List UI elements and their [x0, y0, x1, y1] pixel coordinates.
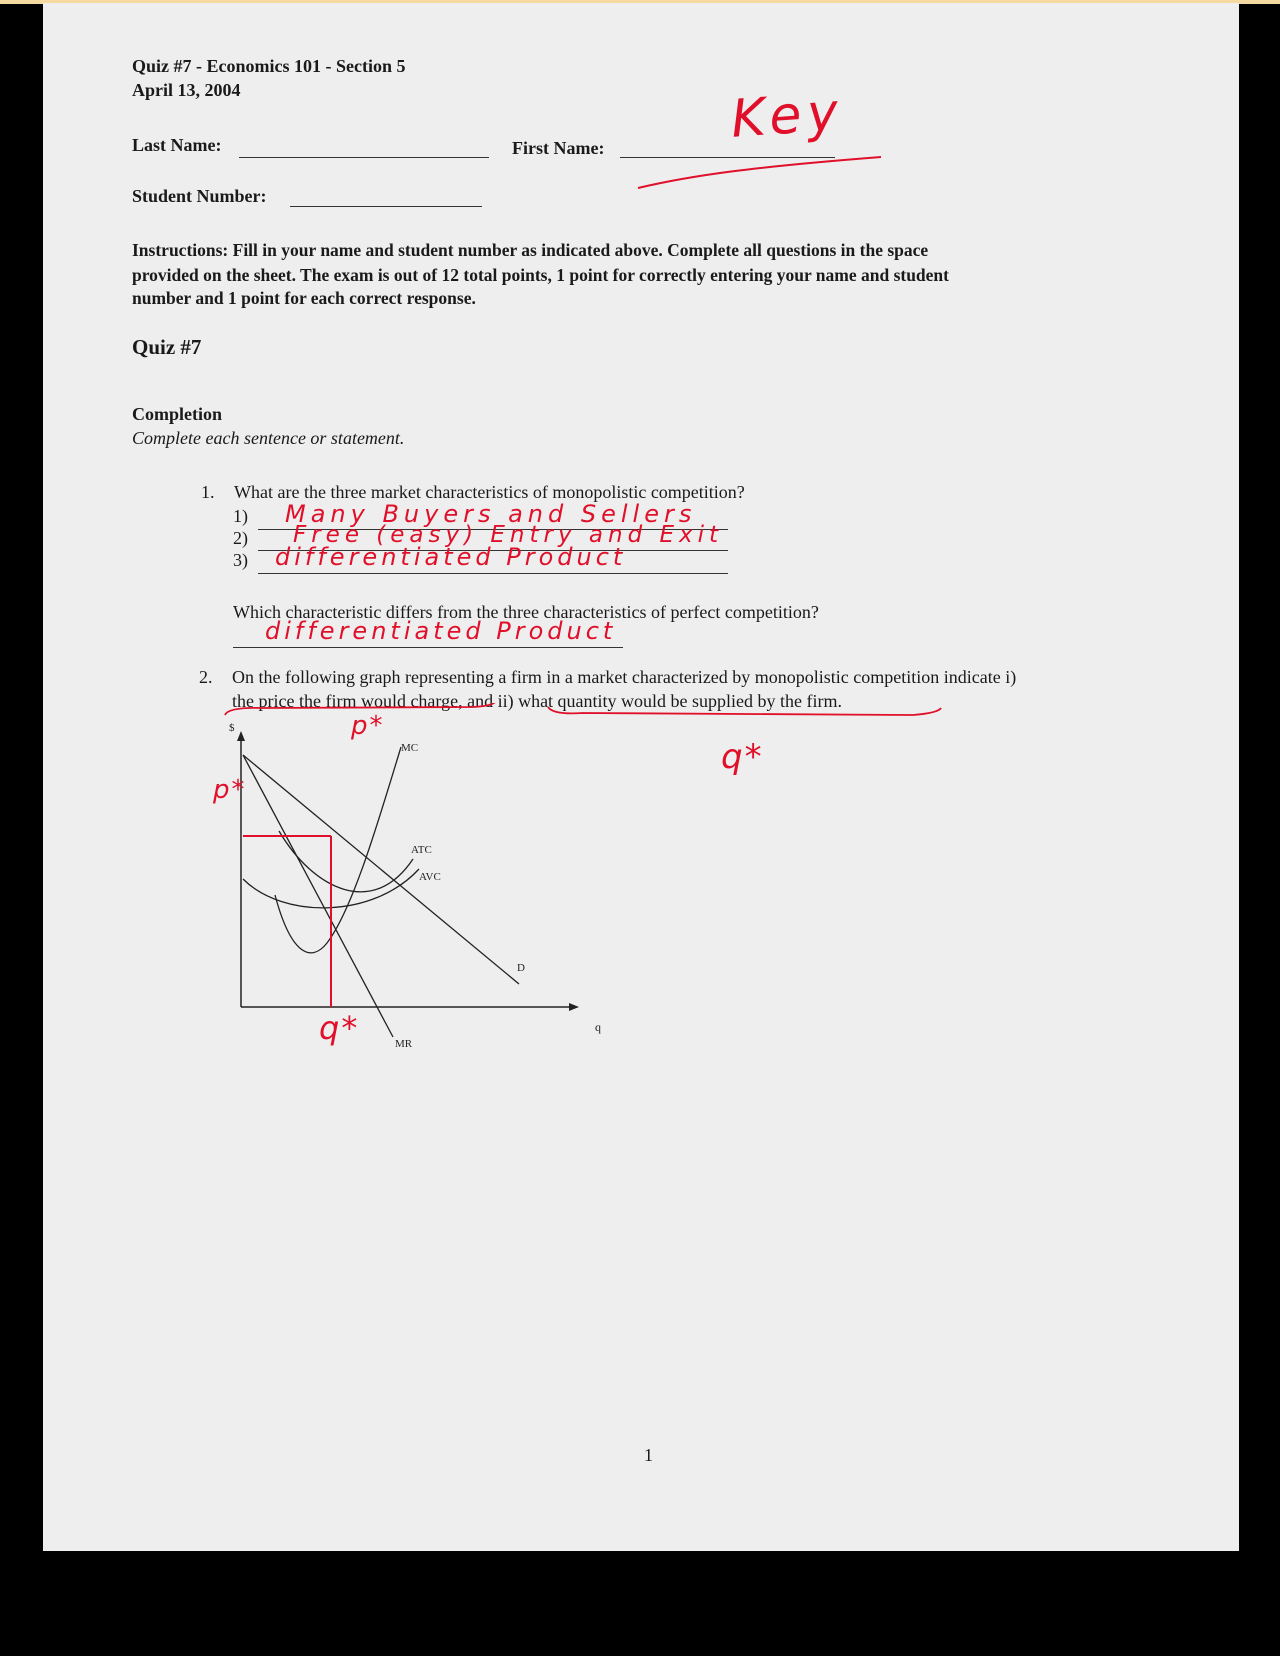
question-2-price-answer: p*: [351, 711, 385, 741]
completion-heading: Completion: [132, 404, 222, 424]
x-axis-arrow: [569, 1003, 579, 1011]
atc-label: ATC: [411, 844, 432, 856]
last-name-field[interactable]: [239, 157, 489, 158]
marginal-revenue-curve: [243, 755, 393, 1037]
q1-item-2-label: 2): [233, 528, 248, 548]
quiz-page: [43, 3, 1239, 1551]
q1-item-1-label: 1): [233, 506, 248, 526]
question-2-number: 2.: [199, 667, 213, 687]
q1-item-2-answer: Free (easy) Entry and Exit: [293, 522, 724, 548]
instructions-line-2: provided on the sheet. The exam is out of 12 total points, 1 point for correctly entering your name and student: [132, 265, 949, 285]
question-2-quantity-answer: q*: [721, 737, 764, 777]
q1-followup-line: [233, 647, 623, 648]
demand-label: D: [517, 962, 525, 974]
mr-label: MR: [395, 1038, 413, 1050]
q1-item-3-answer: differentiated Product: [275, 543, 627, 571]
quiz-title: Quiz #7 - Economics 101 - Section 5: [132, 56, 406, 76]
q1-followup-answer: differentiated Product: [265, 617, 617, 645]
q1-item-3-label: 3): [233, 550, 248, 570]
scan-border-right: [1240, 0, 1280, 1656]
x-axis-label: q: [595, 1020, 601, 1034]
key-strike-line: [633, 143, 883, 203]
completion-subheading: Complete each sentence or statement.: [132, 428, 405, 448]
graph-price-mark: p*: [213, 775, 247, 805]
instructions-line-3: number and 1 point for each correct response.: [132, 288, 476, 308]
avc-label: AVC: [419, 871, 441, 883]
mc-label: MC: [401, 742, 419, 754]
monopolistic-competition-graph: [203, 719, 603, 1059]
question-1-number: 1.: [201, 482, 215, 502]
quiz-date: April 13, 2004: [132, 80, 241, 100]
y-axis-label: $: [229, 722, 235, 734]
q1-item-1-answer: Many Buyers and Sellers: [285, 500, 697, 528]
first-name-label: First Name:: [512, 138, 605, 158]
scan-border-left: [0, 0, 40, 1656]
key-mark: Key: [729, 82, 846, 150]
last-name-label: Last Name:: [132, 135, 222, 155]
question-2-line-2: the price the firm would charge, and ii) what quantity would be supplied by the firm.: [232, 691, 843, 711]
instructions-line-1: Instructions: Fill in your name and student number as indicated above. Complete all questions in the space: [132, 240, 929, 260]
demand-curve: [243, 755, 519, 984]
student-number-field[interactable]: [290, 206, 482, 207]
q1-item-3-line: [258, 573, 728, 574]
question-1-text: What are the three market characteristics of monopolistic competition?: [234, 482, 745, 502]
page-number: 1: [644, 1445, 653, 1465]
q1-followup-text: Which characteristic differs from the three characteristics of perfect competition?: [233, 602, 819, 622]
question-2-line-1: On the following graph representing a firm in a market characterized by monopolistic competition indicate i): [232, 667, 1017, 687]
y-axis-arrow: [237, 731, 245, 741]
section-title: Quiz #7: [132, 335, 202, 359]
student-number-label: Student Number:: [132, 186, 267, 206]
graph-quantity-mark: q*: [319, 1009, 360, 1047]
